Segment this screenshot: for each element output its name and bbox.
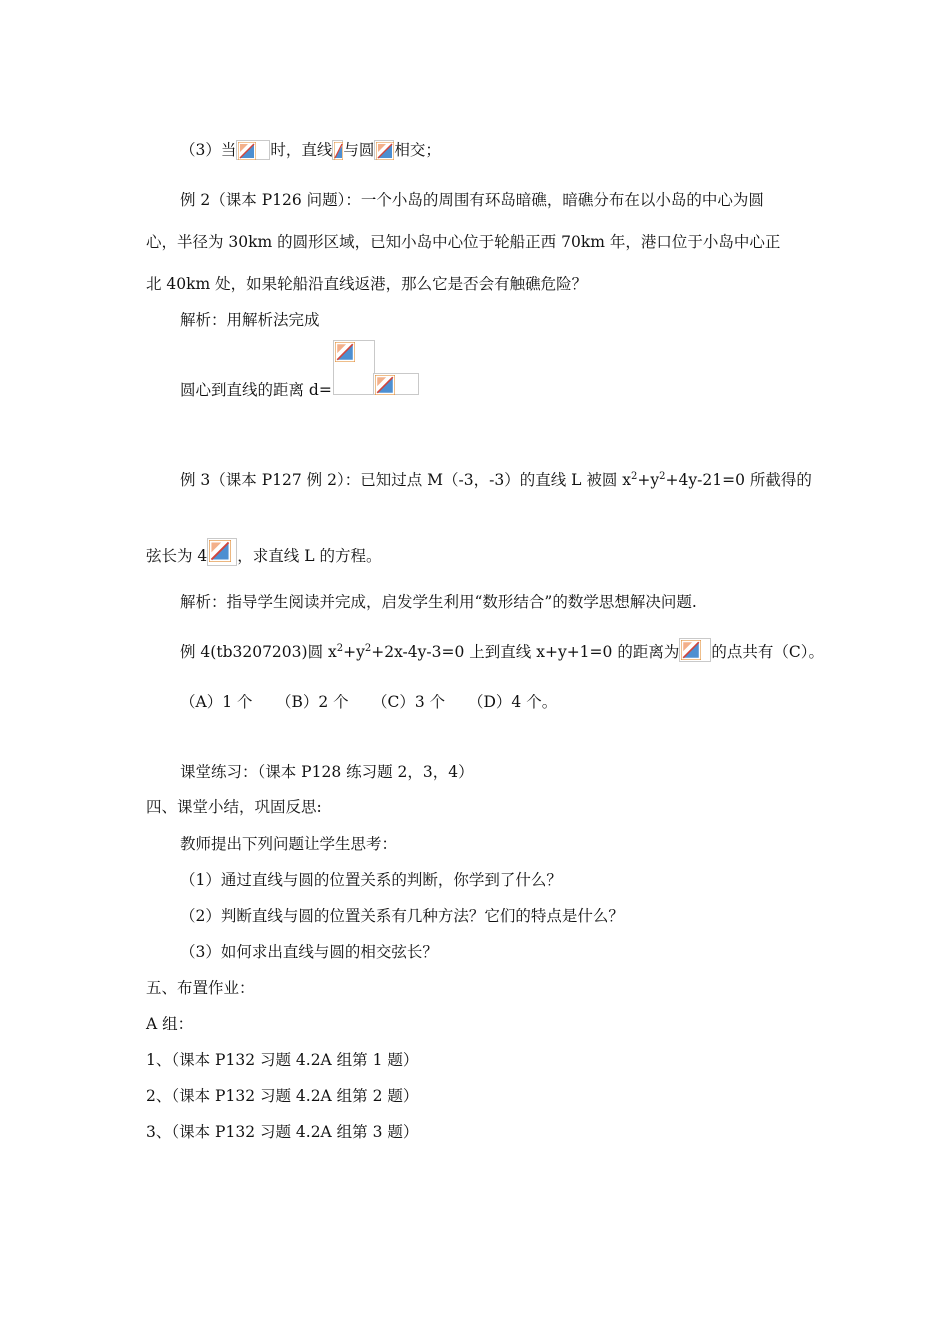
section-4-heading: 四、课堂小结，巩固反思: <box>146 798 322 816</box>
option-d: （D）4 个。 <box>468 693 558 711</box>
example-3-line-1 <box>180 470 812 490</box>
superscript: 2 <box>364 642 372 654</box>
text-segment: 弦长为 4 <box>146 547 208 565</box>
text-segment: ，求直线 L 的方程。 <box>237 547 382 565</box>
question-2: （2）判断直线与圆的位置关系有几种方法？它们的特点是什么？ <box>180 907 624 925</box>
text-segment: 例 3（课本 P127 例 2）：已知过点 M（-3，-3）的直线 L 被圆 x <box>180 471 632 489</box>
example-3-line-2 <box>146 538 381 566</box>
option-a: （A）1 个 <box>180 693 253 711</box>
broken-image-icon <box>373 373 419 395</box>
example-2-line-3: 北 40km 处，如果轮船沿直线返港，那么它是否会有触礁危险？ <box>146 275 588 293</box>
text-segment: +y <box>343 643 365 661</box>
text-segment: +2x-4y-3=0 上到直线 x+y+1=0 的距离为 <box>371 643 680 661</box>
broken-image-icon <box>207 538 237 566</box>
question-1: （1）通过直线与圆的位置关系的判断，你学到了什么？ <box>180 871 562 889</box>
solution-1: 解析：用解析法完成 <box>180 311 320 329</box>
text-segment: 例 4(tb3207203)圆 x <box>180 643 337 661</box>
section-5-heading: 五、布置作业： <box>146 979 255 997</box>
text-segment: +y <box>637 471 660 489</box>
superscript: 2 <box>659 470 666 482</box>
example-2-line-2: 心，半径为 30km 的圆形区域，已知小岛中心位于轮船正西 70km 年，港口位于小岛中心正 <box>146 233 781 251</box>
example-4-line <box>180 638 824 662</box>
text-segment: 相交； <box>394 141 441 159</box>
distance-text: 圆心到直线的距离 d= <box>180 381 332 399</box>
classroom-practice: 课堂练习：（课本 P128 练习题 2，3，4） <box>180 763 474 781</box>
example-2-line-1: 例 2（课本 P126 问题）：一个小岛的周围有环岛暗礁，暗礁分布在以小岛的中心为圆 <box>180 191 764 209</box>
text-segment: 与圆 <box>343 141 375 159</box>
group-a-label: A 组： <box>146 1015 194 1033</box>
homework-1: 1、（课本 P132 习题 4.2A 组第 1 题） <box>146 1051 419 1069</box>
superscript: 2 <box>336 642 344 654</box>
broken-image-icon <box>332 140 343 160</box>
text-segment: 时，直线 <box>270 141 333 159</box>
homework-3: 3、（课本 P132 习题 4.2A 组第 3 题） <box>146 1123 419 1141</box>
broken-image-icon <box>333 340 375 395</box>
text-segment: 的点共有（C）。 <box>711 643 824 661</box>
option-c: （C）3 个 <box>372 693 446 711</box>
option-b: （B）2 个 <box>276 693 349 711</box>
text-segment: +4y-21=0 所截得的 <box>665 471 812 489</box>
condition-line <box>180 140 441 160</box>
teacher-prompt: 教师提出下列问题让学生思考： <box>180 835 398 853</box>
text-segment: （3）当 <box>180 141 237 159</box>
question-3: （3）如何求出直线与圆的相交弦长？ <box>180 943 438 961</box>
superscript: 2 <box>631 470 638 482</box>
broken-image-icon <box>236 140 270 160</box>
broken-image-icon <box>374 140 394 160</box>
broken-image-icon <box>679 638 711 662</box>
solution-2: 解析：指导学生阅读并完成，启发学生利用“数形结合”的数学思想解决问题. <box>180 593 697 611</box>
homework-2: 2、（课本 P132 习题 4.2A 组第 2 题） <box>146 1087 419 1105</box>
